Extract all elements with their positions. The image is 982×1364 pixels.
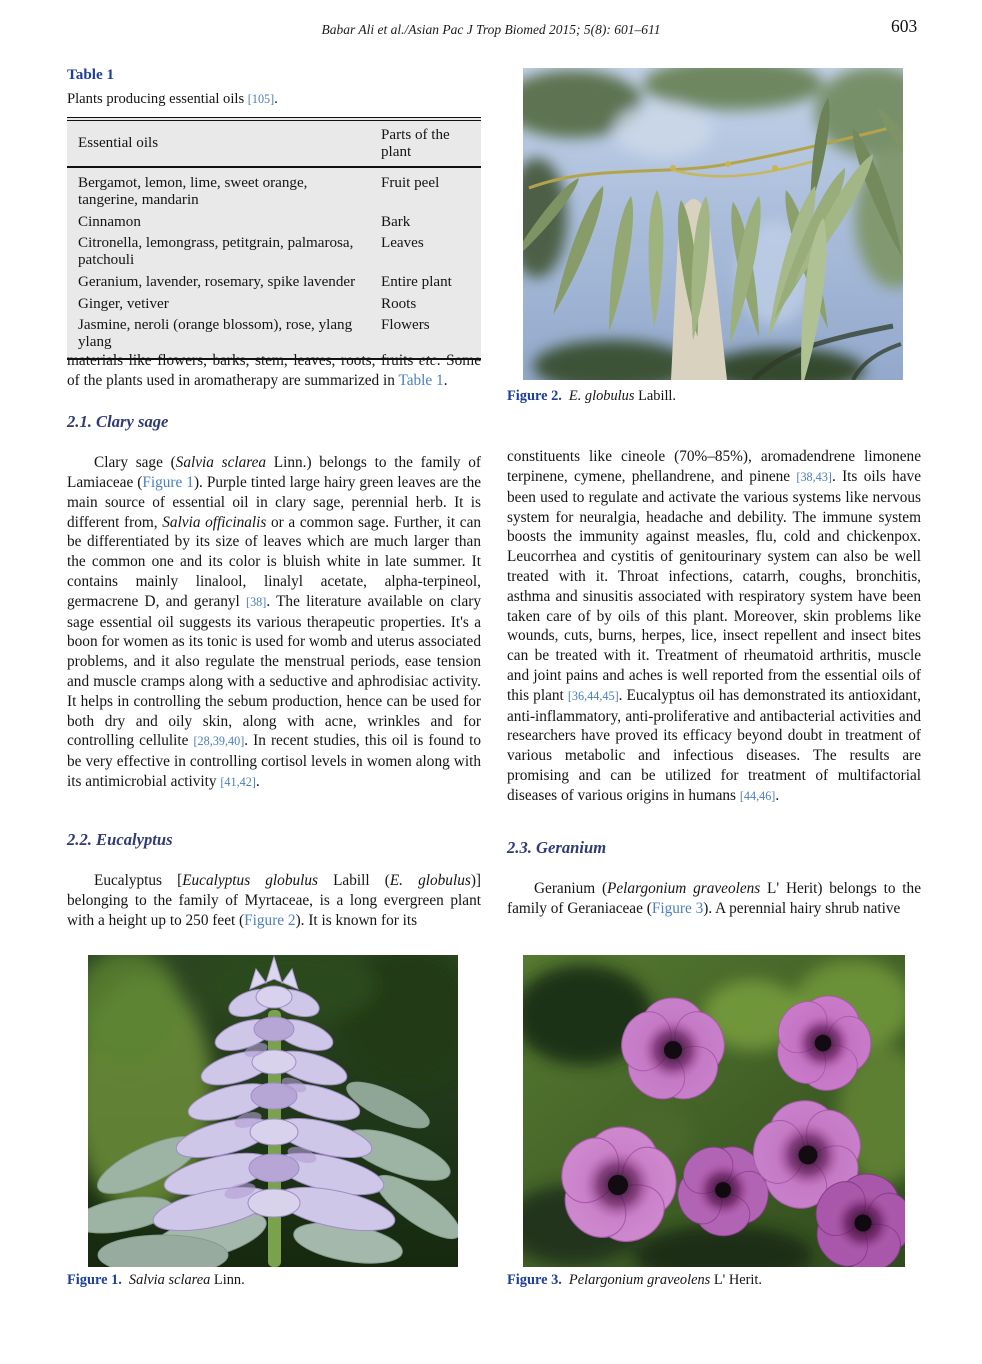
figure-2-crossref-link[interactable]: Figure 2 — [244, 911, 296, 929]
figure-3-crossref-link[interactable]: Figure 3 — [651, 900, 704, 918]
figure-1-crossref-link[interactable]: Figure 1 — [142, 474, 194, 492]
table-caption-text: Plants producing essential oils — [67, 91, 248, 107]
section-heading-2-2: 2.2. Eucalyptus — [67, 829, 173, 849]
table-row — [67, 233, 481, 271]
page-number: 603 — [891, 16, 918, 36]
body-text: . In recent studies, this oil is found to be very effective in controlling cortisol levels in women along with its antimicrobial activity — [67, 732, 481, 791]
cell-oils: Cinnamon — [78, 213, 141, 230]
body-text: Linn.) belongs to the family of Lamiaceae ( — [67, 454, 481, 492]
cell-oils: Geranium, lavender, rosemary, spike lavender — [78, 273, 356, 290]
body-text: . — [443, 372, 448, 390]
geranium-flowers-illustration — [523, 955, 905, 1267]
body-text: ). A perennial hairy shrub native — [703, 900, 901, 918]
figure-2-caption-label: Figure 2. — [507, 388, 562, 404]
body-text: L' Herit) belongs to the family of Geraniaceae ( — [507, 880, 921, 918]
species-name-italic: Eucalyptus globulus — [182, 872, 318, 890]
figure-2-caption — [507, 388, 676, 405]
figure-3-caption-rest: L' Herit. — [710, 1272, 763, 1288]
eucalyptus-leaves-illustration — [523, 68, 903, 380]
body-text: . Eucalyptus oil has demonstrated its antioxidant, anti-inflammatory, anti-proliferative and antibacterial activities and researchers have proved its efficacy beyond doubt in treatment of various metabolic and infectious diseases. The results are promising and can be utilized for treatment of multifactorial diseases of various origins in humans — [507, 686, 921, 804]
body-text: or a common sage. Further, it can be differentiated by its size of leaves which are much larger than the common one and its color is bluish white in late summer. It contains mainly linalool, linalyl acetate, alpha-terpineol, germacrene D, and geranyl — [67, 513, 482, 610]
cell-part: Entire plant — [381, 273, 452, 290]
body-text: ). Purple tinted large hairy green leaves are the main source of essential oil in clary sage, perennial herb. It is different from, — [67, 474, 482, 531]
figure-1-caption-label: Figure 1. — [67, 1272, 122, 1288]
body-text: Labill ( — [317, 872, 390, 890]
body-text: )] belonging to the family of Myrtaceae, is a long evergreen plant with a height up to 250 feet ( — [67, 872, 482, 929]
paragraph-geranium — [507, 879, 921, 919]
running-head: Babar Ali et al./Asian Pac J Trop Biomed 2015; 5(8): 601–611 — [321, 22, 661, 37]
table-row — [67, 211, 481, 233]
figure-1-clary-sage-photo — [88, 955, 458, 1267]
figure-2-species: E. globulus — [568, 388, 635, 404]
species-name-italic: Pelargonium graveolens — [607, 880, 761, 898]
body-text: constituents like cineole (70%–85%), aromadendrene limonene terpinene, cymene, phellandrene, and pinene — [507, 448, 921, 486]
clary-sage-illustration — [88, 955, 458, 1267]
figure-2-eucalyptus-photo — [523, 68, 903, 380]
body-text: . — [775, 786, 780, 804]
cell-part: Flowers — [381, 317, 430, 334]
column-header-parts: Parts of the plant — [370, 119, 481, 167]
body-text: . The literature available on clary sage essential oil suggests its various therapeutic properties. It's a boon for women as its tonic is used for womb and uterus associated problems, and it also regulate the menstrual periods, ease tension and muscle cramps along with a seductive and aphrodisiac activity. It helps in controlling the sebum production, hence can be used for both dry and oily skin, along with acne, wrinkles and for controlling cellulite — [67, 592, 481, 750]
figure-3-species: Pelargonium graveolens — [568, 1272, 711, 1288]
body-text: . — [255, 773, 260, 791]
cell-oils: Bergamot, lemon, lime, sweet orange, tangerine, mandarin — [78, 175, 308, 208]
body-text-italic: etc — [418, 352, 437, 370]
essential-oils-table — [67, 117, 481, 360]
paragraph-eucalyptus-continued — [507, 447, 921, 806]
table-row — [67, 293, 481, 315]
section-heading-2-1: 2.1. Clary sage — [67, 411, 169, 431]
figure-3-caption-label: Figure 3. — [507, 1272, 562, 1288]
cell-part: Roots — [381, 295, 417, 312]
figure-1-caption — [67, 1272, 245, 1289]
table-row — [67, 167, 481, 211]
reference-link[interactable]: [38,43] — [796, 470, 832, 485]
table-caption-period: . — [274, 91, 278, 107]
figure-3-geranium-photo — [523, 955, 905, 1267]
reference-link[interactable]: [44,46] — [739, 788, 776, 803]
paragraph-intro-continuation — [67, 351, 481, 391]
figure-1-species: Salvia sclarea — [128, 1272, 211, 1288]
table-1-crossref-link[interactable]: Table 1 — [398, 372, 444, 390]
table-1-caption — [67, 91, 481, 108]
table-caption-reference-link[interactable]: [105] — [247, 92, 275, 106]
cell-part: Bark — [381, 213, 411, 230]
species-name-italic: E. globulus — [389, 872, 471, 890]
cell-part: Fruit peel — [381, 175, 440, 192]
species-name-italic: Salvia officinalis — [162, 513, 267, 531]
figure-3-caption — [507, 1272, 762, 1289]
reference-link[interactable]: [41,42] — [220, 775, 256, 790]
body-text: . Its oils have been used to regulate and activate the various systems like nervous system for neuralgia, headache and debility. The immune system boosts the immunity against measles, flu, cold and chickenpox. Leucorrhea and cystitis of genitourinary system can also be well treated with it. Throat infections, catarrh, coughs, bronchitis, asthma and sinusitis associated with respiratory system have been taken care of by oils of this plant. Moreover, skin problems like wounds, cuts, burns, herpes, lice, insect repellent and insect bites can be treated with it. Treatment of rheumatoid arthritis, muscle and joint pains and aches is well reported from the essential oils of this plant — [507, 468, 921, 704]
cell-oils: Citronella, lemongrass, petitgrain, palmarosa, patchouli — [78, 235, 354, 268]
table-1-label: Table 1 — [67, 66, 115, 83]
body-text: Eucalyptus [ — [94, 872, 183, 890]
body-text: ). It is known for its — [295, 911, 418, 929]
reference-link[interactable]: [36,44,45] — [567, 688, 619, 703]
cell-part: Leaves — [381, 235, 424, 252]
body-text: . Some of the plants used in aromatherapy are summarized in — [67, 352, 481, 390]
reference-link[interactable]: [38] — [246, 594, 267, 609]
figure-1-caption-rest: Linn. — [210, 1272, 245, 1288]
figure-2-caption-rest: Labill. — [634, 388, 677, 404]
table-row — [67, 271, 481, 293]
body-text: Geranium ( — [534, 880, 608, 898]
species-name-italic: Salvia sclarea — [175, 454, 267, 472]
table-1-section — [67, 66, 481, 360]
paragraph-clary-sage — [67, 453, 481, 793]
body-text: materials like flowers, barks, stem, leaves, roots, fruits — [67, 352, 419, 370]
cell-oils: Jasmine, neroli (orange blossom), rose, ylang ylang — [78, 317, 353, 350]
paragraph-eucalyptus — [67, 871, 481, 930]
column-header-essential-oils: Essential oils — [67, 119, 370, 167]
cell-oils: Ginger, vetiver — [78, 295, 169, 312]
table-header-row — [67, 119, 481, 167]
body-text: Clary sage ( — [94, 454, 176, 472]
section-heading-2-3: 2.3. Geranium — [507, 837, 607, 857]
reference-link[interactable]: [28,39,40] — [193, 734, 245, 749]
